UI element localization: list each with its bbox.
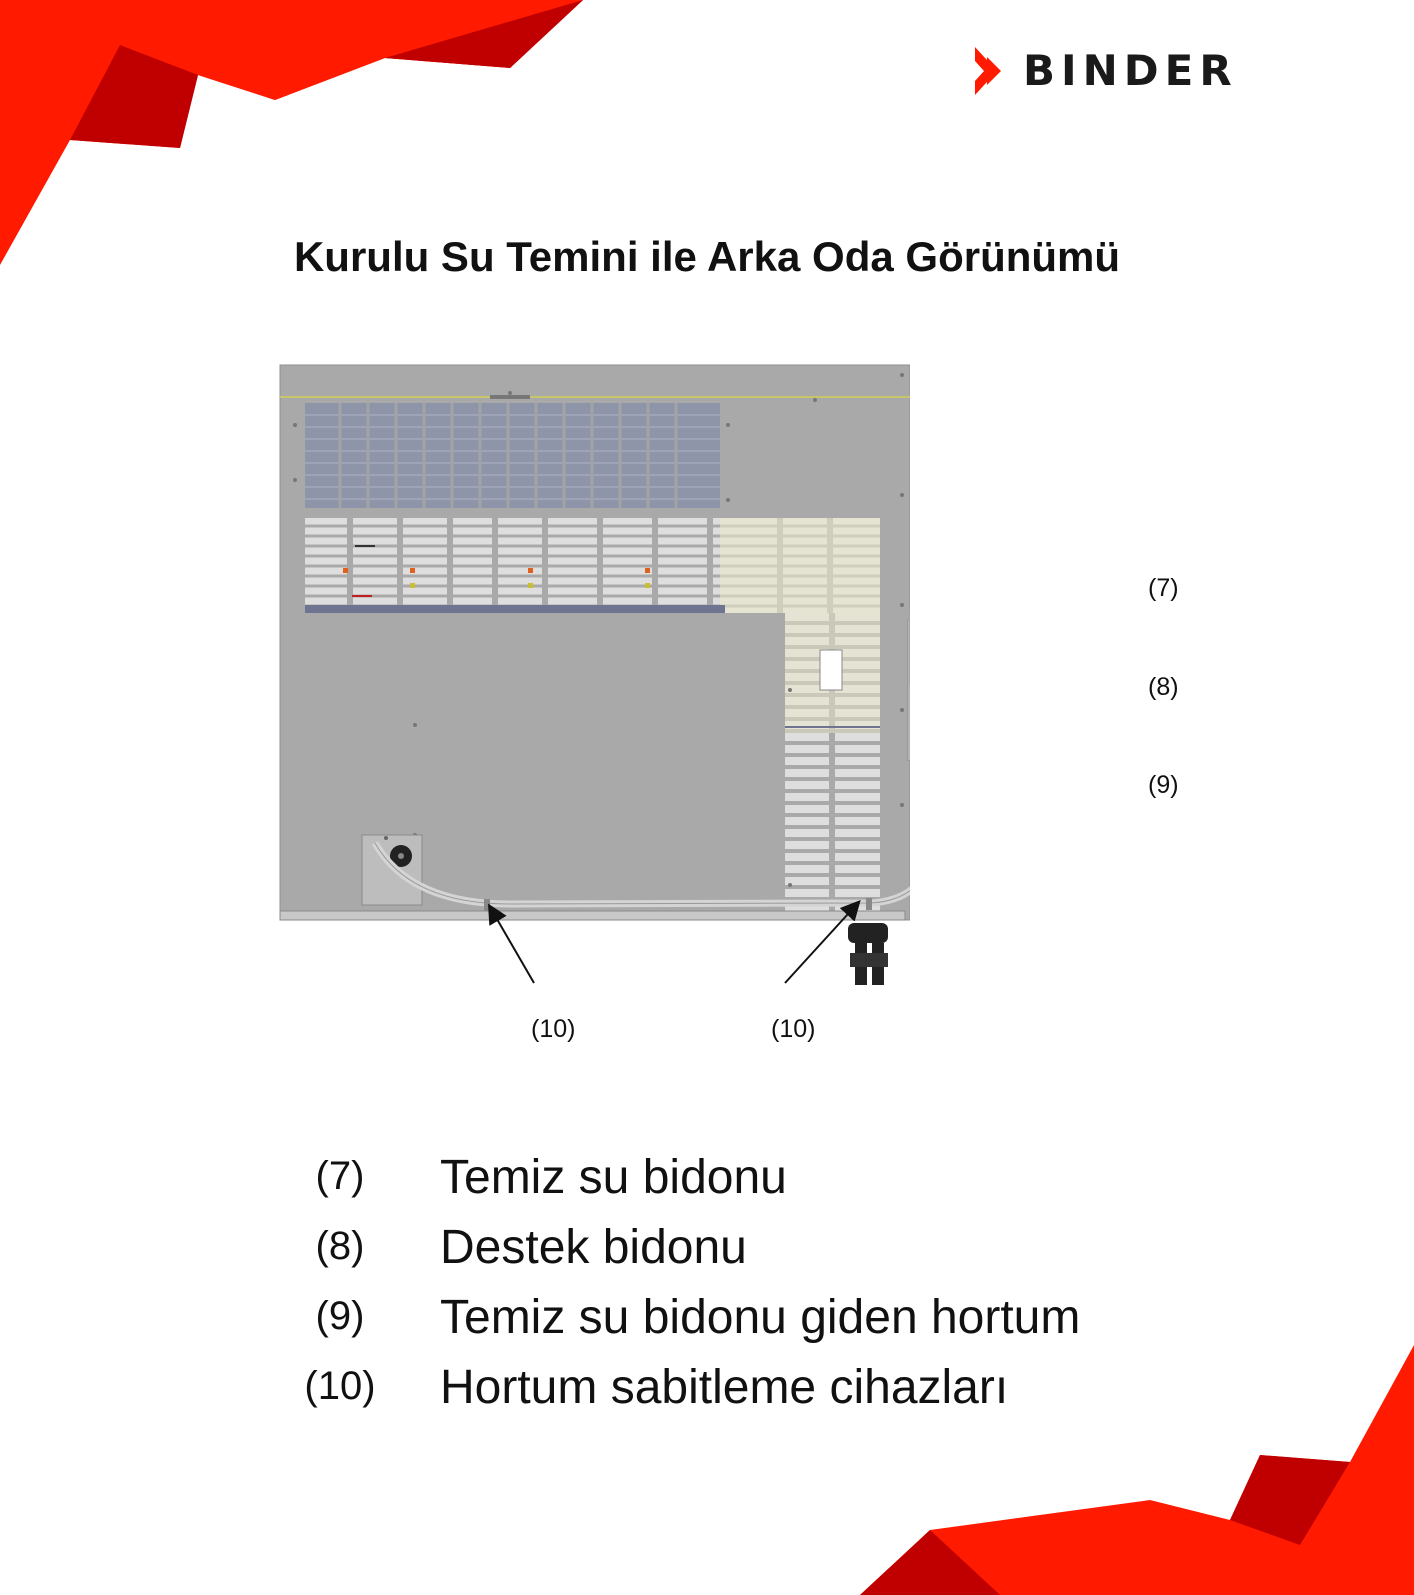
- brand-name: BINDER: [1023, 46, 1238, 95]
- lower-louvre-band: [305, 518, 880, 613]
- legend-number: (7): [315, 1154, 365, 1198]
- legend-number: (10): [304, 1364, 376, 1408]
- legend-label: Hortum sabitleme cihazları: [440, 1361, 1009, 1414]
- brand-logo: [975, 45, 1238, 97]
- legend-label: Temiz su bidonu giden hortum: [440, 1291, 1081, 1344]
- side-louvre-column: [785, 613, 880, 913]
- chamber-foot: [848, 923, 888, 985]
- legend-number: (9): [315, 1294, 365, 1338]
- callout-7: (7): [1148, 574, 1179, 602]
- callout-8: (8): [1148, 673, 1179, 701]
- legend-label: Temiz su bidonu: [440, 1151, 787, 1204]
- legend-label: Destek bidonu: [440, 1221, 747, 1274]
- legend-number: (8): [315, 1224, 365, 1268]
- callout-9: (9): [1148, 771, 1179, 799]
- upper-vent-grid: [305, 403, 720, 508]
- brand-arrow-icon: [975, 47, 1009, 95]
- chamber-rear-view-illustration: [270, 355, 910, 1005]
- page-title: Kurulu Su Temini ile Arka Oda Görünümü: [293, 233, 1121, 280]
- callout-10-right: (10): [771, 1015, 816, 1043]
- callout-10-left: (10): [531, 1015, 576, 1043]
